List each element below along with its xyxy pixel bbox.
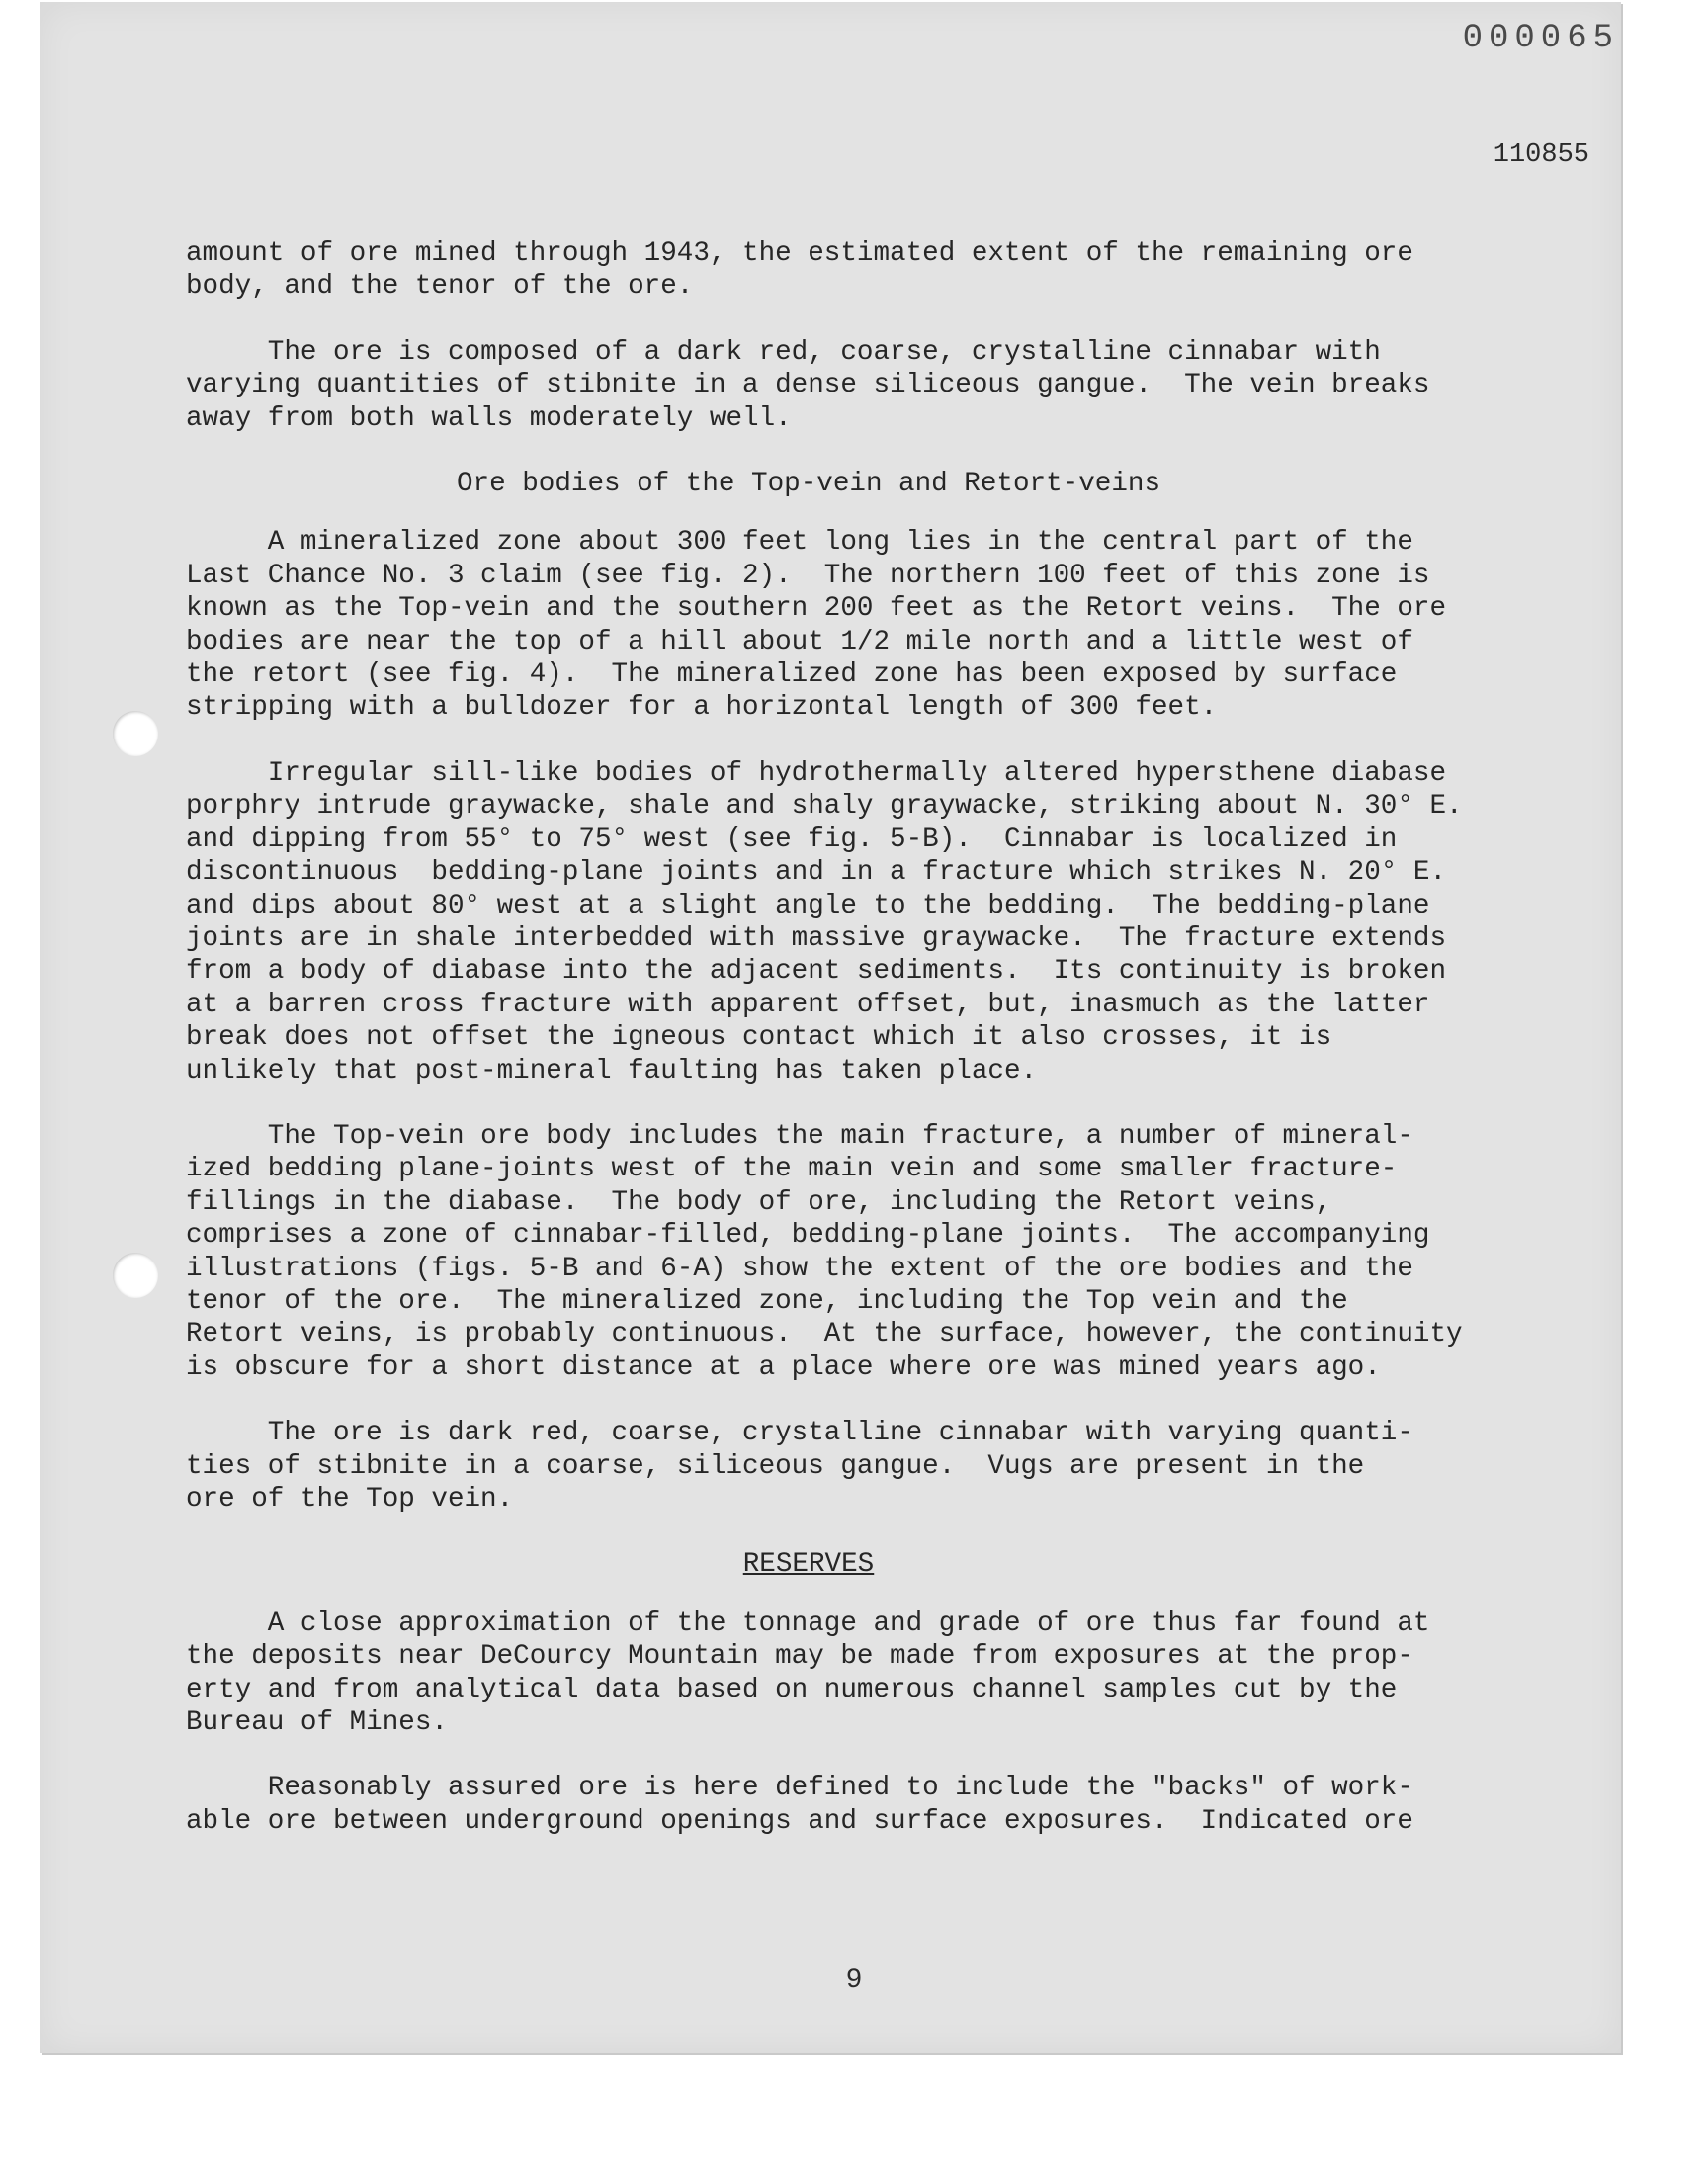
- page-footer-number: 9: [845, 1965, 863, 1996]
- document-stamp-number: 000065: [1462, 20, 1619, 57]
- section-heading-reserves: [186, 1548, 1431, 1581]
- punch-hole-top: [113, 711, 158, 756]
- punch-hole-bottom: [113, 1253, 158, 1298]
- paragraph-geology: Irregular sill-like bodies of hydrothermally altered hypersthene diabase porphry intrude graywacke, shale and shaly graywacke, striking about N. 30° E. and dipping from 55° to 75° west (see fig. 5-B). Cinnabar is localized in discontinuous bedding-plane joints and in a fracture which strikes N. 20° E. and dips about 80° west at a slight angle to the bedding. The bedding-plane joints are in shale interbedded with massive graywacke. The fracture extends from a body of diabase into the adjacent sediments. Its continuity is broken at a barren cross fracture with apparent offset, but, inasmuch as the latter break does not offset the igneous contact which it also crosses, it is unlikely that post-mineral faulting has taken place.: [186, 757, 1463, 1087]
- paragraph-ore-amount: amount of ore mined through 1943, the estimated extent of the remaining ore body, and the tenor of the ore.: [186, 238, 1413, 303]
- paragraph-reasonably-assured-ore: Reasonably assured ore is here defined to include the "backs" of work- able ore between underground openings and surface exposures. Indicated ore: [186, 1773, 1413, 1837]
- paragraph-top-vein: The Top-vein ore body includes the main fracture, a number of mineral- ized bedding plane-joints west of the main vein and some smaller fracture- fillings in the diabase. The body of ore, including the Retort veins, comprises a zone of cinnabar-filled, bedding-plane joints. The accompanying illustrations (figs. 5-B and 6-A) show the extent of the ore bodies and the tenor of the ore. The mineralized zone, including the Top vein and the Retort veins, is probably continuous. At the surface, however, the continuity is obscure for a short distance at a place where ore was mined years ago.: [186, 1120, 1463, 1383]
- reserves-heading-text: RESERVES: [742, 1549, 875, 1581]
- page-reference-number: 110855: [1493, 140, 1589, 170]
- paragraph-ore-composition: The ore is composed of a dark red, coarse, crystalline cinnabar with varying quantities of stibnite in a dense siliceous gangue. The vein breaks away from both walls moderately well.: [186, 336, 1430, 434]
- section-heading-ore-bodies: Ore bodies of the Top-vein and Retort-veins: [456, 469, 1161, 500]
- body-text: [186, 237, 1570, 1870]
- paragraph-ore-description: The ore is dark red, coarse, crystalline cinnabar with varying quanti- ties of stibnite in a coarse, siliceous gangue. Vugs are present in the ore of the Top vein.: [186, 1418, 1413, 1515]
- paragraph-tonnage-estimate: A close approximation of the tonnage and grade of ore thus far found at the deposits near DeCourcy Mountain may be made from exposures at the prop- erty and from analytical data based on numerous channel samples cut by the Bureau of Mines.: [186, 1608, 1430, 1739]
- paragraph-mineralized-zone: A mineralized zone about 300 feet long lies in the central part of the Last Chance No. 3 claim (see fig. 2). The northern 100 feet of this zone is known as the Top-vein and the southern 200 feet as the Retort veins. The ore bodies are near the top of a hill about 1/2 mile north and a little west of the retort (see fig. 4). The mineralized zone has been exposed by surface stripping with a bulldozer for a horizontal length of 300 feet.: [186, 527, 1447, 724]
